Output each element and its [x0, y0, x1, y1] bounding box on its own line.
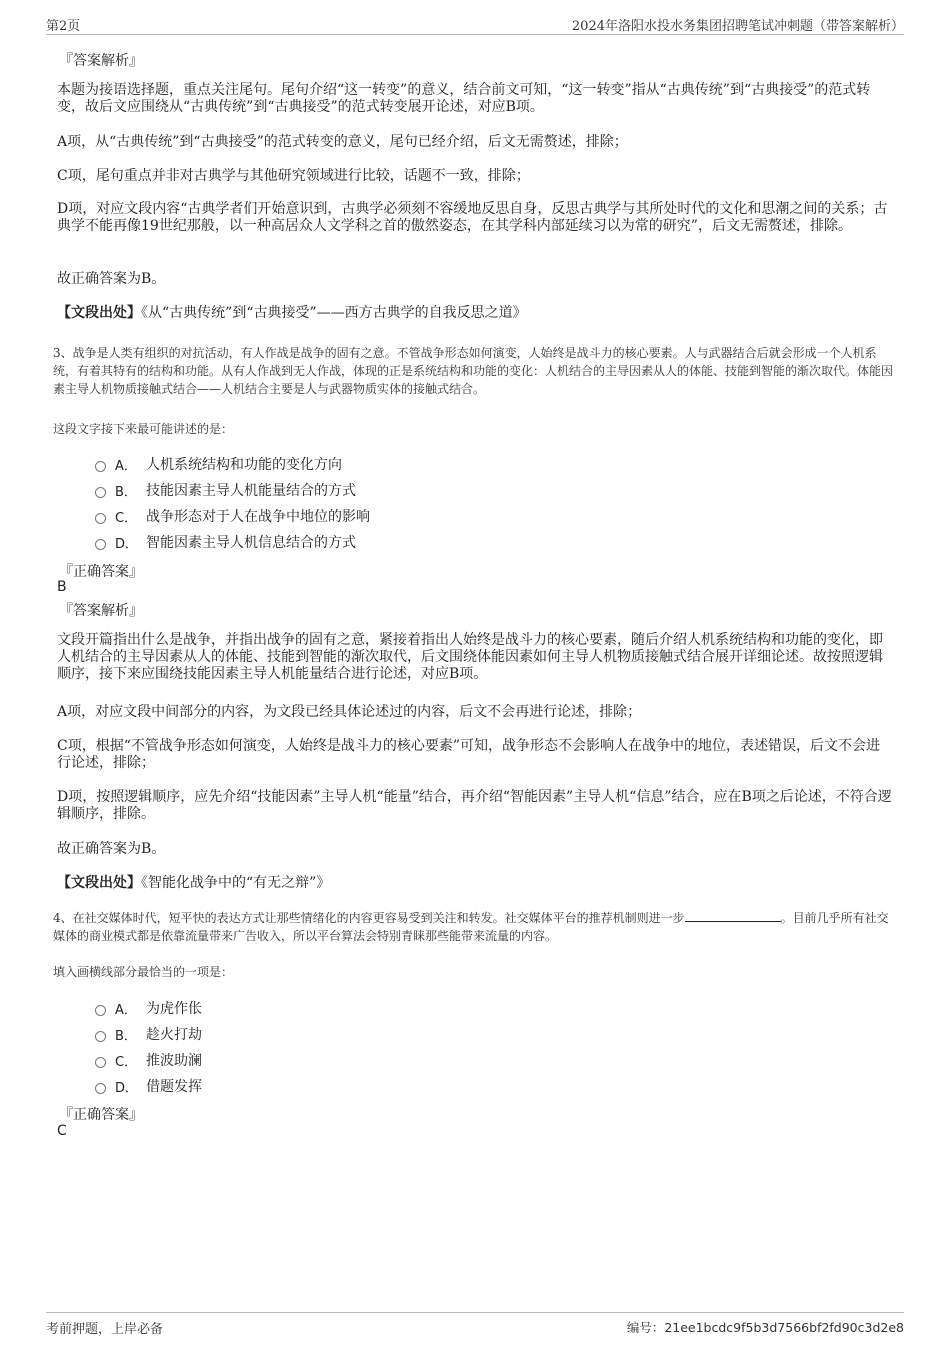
fill-blank	[685, 909, 781, 922]
analysis-paragraph: A项，对应文段中间部分的内容，为文段已经具体论述过的内容，后文不会再进行论述，排除；	[57, 704, 642, 720]
analysis-tag: 『答案解析』	[59, 603, 143, 619]
option-text: 趁火打劫	[146, 1027, 202, 1043]
option-letter: A．	[115, 458, 137, 474]
option-text: 人机系统结构和功能的变化方向	[146, 457, 342, 473]
conclusion: 故正确答案为B。	[57, 841, 166, 857]
conclusion: 故正确答案为B。	[57, 271, 166, 287]
footer-slogan: 考前押题，上岸必备	[46, 1322, 164, 1337]
option-letter: B．	[115, 484, 137, 500]
question-4-text	[53, 909, 898, 945]
option-letter: C．	[115, 510, 138, 526]
option-c[interactable]	[95, 506, 370, 526]
page-number: 第2页	[46, 19, 81, 34]
radio-icon[interactable]	[95, 513, 106, 524]
analysis-paragraph: D项，对应文段内容“古典学者们开始意识到，古典学必须刻不容缓地反思自身，反思古典学与其所处时代的文化和思潮之间的关系；古典学不能再像19世纪那般，以一种高居众人文学科之首的傲然姿态，在其学科内部延续习以为常的研究”，后文无需赘述，排除。	[57, 201, 888, 234]
option-text: 智能因素主导人机信息结合的方式	[146, 535, 356, 551]
option-text: 借题发挥	[146, 1079, 202, 1095]
source-line	[57, 305, 893, 322]
question-3-prompt: 这段文字接下来最可能讲述的是：	[53, 422, 234, 436]
source-line	[57, 875, 893, 892]
source-title: 《智能化战争中的“有无之辩”》	[141, 875, 331, 891]
radio-icon[interactable]	[95, 1057, 106, 1068]
page-footer	[46, 1312, 904, 1339]
option-b[interactable]	[95, 1024, 202, 1044]
option-letter: D．	[115, 536, 139, 552]
option-letter: D．	[115, 1080, 139, 1096]
option-d[interactable]	[95, 1076, 202, 1096]
correct-answer: B	[57, 579, 67, 595]
option-letter: B．	[115, 1028, 137, 1044]
document-code: 编号：21ee1bcdc9f5b3d7566bf2fd90c3d2e8	[626, 1320, 904, 1335]
analysis-tag: 『答案解析』	[59, 53, 143, 69]
option-c[interactable]	[95, 1050, 202, 1070]
correct-answer-tag: 『正确答案』	[59, 1107, 143, 1123]
radio-icon[interactable]	[95, 487, 106, 498]
radio-icon[interactable]	[95, 539, 106, 550]
option-letter: C．	[115, 1054, 138, 1070]
analysis-paragraph: C项，尾句重点并非对古典学与其他研究领域进行比较，话题不一致，排除；	[57, 168, 530, 184]
radio-icon[interactable]	[95, 1031, 106, 1042]
correct-answer: C	[57, 1123, 67, 1139]
analysis-paragraph: C项，根据“不管战争形态如何演变，人始终是战斗力的核心要素”可知，战争形态不会影响人在战争中的地位，表述错误，后文不会进行论述，排除；	[57, 738, 881, 771]
analysis-paragraph: 文段开篇指出什么是战争，并指出战争的固有之意，紧接着指出人始终是战斗力的核心要素，随后介绍人机系统结构和功能的变化，即人机结合的主导因素从人的体能、技能到智能的渐次取代，后文围绕体能因素如何主导人机物质接触式结合展开详细论述。故按照逻辑顺序，接下来应围绕技能因素主导人机能量结合进行论述，对应B项。	[57, 632, 883, 682]
option-text: 推波助澜	[146, 1053, 202, 1069]
option-letter: A．	[115, 1002, 137, 1018]
question-4-text-after: 。目前几乎所有社交媒体的商业模式都是依靠流量带来广告收入，所以平台算法会特别青睐那些能带来流量的内容。	[53, 911, 889, 943]
option-a[interactable]	[95, 998, 202, 1018]
radio-icon[interactable]	[95, 461, 106, 472]
analysis-paragraph: 本题为接语选择题，重点关注尾句。尾句介绍“这一转变”的意义，结合前文可知，“这一转变”指从“古典传统”到“古典接受”的范式转变，故后文应围绕从“古典传统”到“古典接受”的范式转变展开论述，对应B项。	[57, 82, 871, 115]
option-d[interactable]	[95, 532, 356, 552]
radio-icon[interactable]	[95, 1005, 106, 1016]
analysis-paragraph: D项，按照逻辑顺序，应先介绍“技能因素”主导人机“能量”结合，再介绍“智能因素”主导人机“信息”结合，应在B项之后论述，不符合逻辑顺序，排除。	[57, 789, 892, 822]
question-3-text: 3、战争是人类有组织的对抗活动，有人作战是战争的固有之意。不管战争形态如何演变，人始终是战斗力的核心要素。人与武器结合后就会形成一个人机系统，有着其特有的结构和功能。从有人作战到无人作战，体现的正是系统结构和功能的变化：人机结合的主导因素从人的体能、技能到智能的渐次取代。体能因素主导人机物质接触式结合——人机结合主要是人与武器物质实体的接触式结合。	[53, 346, 894, 396]
question-4-prompt: 填入画横线部分最恰当的一项是：	[53, 965, 234, 979]
option-b[interactable]	[95, 480, 356, 500]
option-text: 技能因素主导人机能量结合的方式	[146, 483, 356, 499]
page-header	[46, 12, 904, 35]
source-label: 【文段出处】	[57, 305, 141, 321]
option-text: 战争形态对于人在战争中地位的影响	[146, 509, 370, 525]
option-a[interactable]	[95, 454, 342, 474]
document-title: 2024年洛阳水投水务集团招聘笔试冲刺题（带答案解析）	[571, 19, 904, 34]
question-4-text-before: 4、在社交媒体时代，短平快的表达方式让那些情绪化的内容更容易受到关注和转发。社交媒体平台的推荐机制则进一步	[53, 911, 685, 925]
source-label: 【文段出处】	[57, 875, 141, 891]
option-text: 为虎作伥	[146, 1001, 202, 1017]
radio-icon[interactable]	[95, 1083, 106, 1094]
source-title: 《从“古典传统”到“古典接受”——西方古典学的自我反思之道》	[141, 305, 527, 321]
analysis-paragraph: A项，从“古典传统”到“古典接受”的范式转变的意义，尾句已经介绍，后文无需赘述，排除；	[57, 134, 628, 150]
correct-answer-tag: 『正确答案』	[59, 564, 143, 580]
